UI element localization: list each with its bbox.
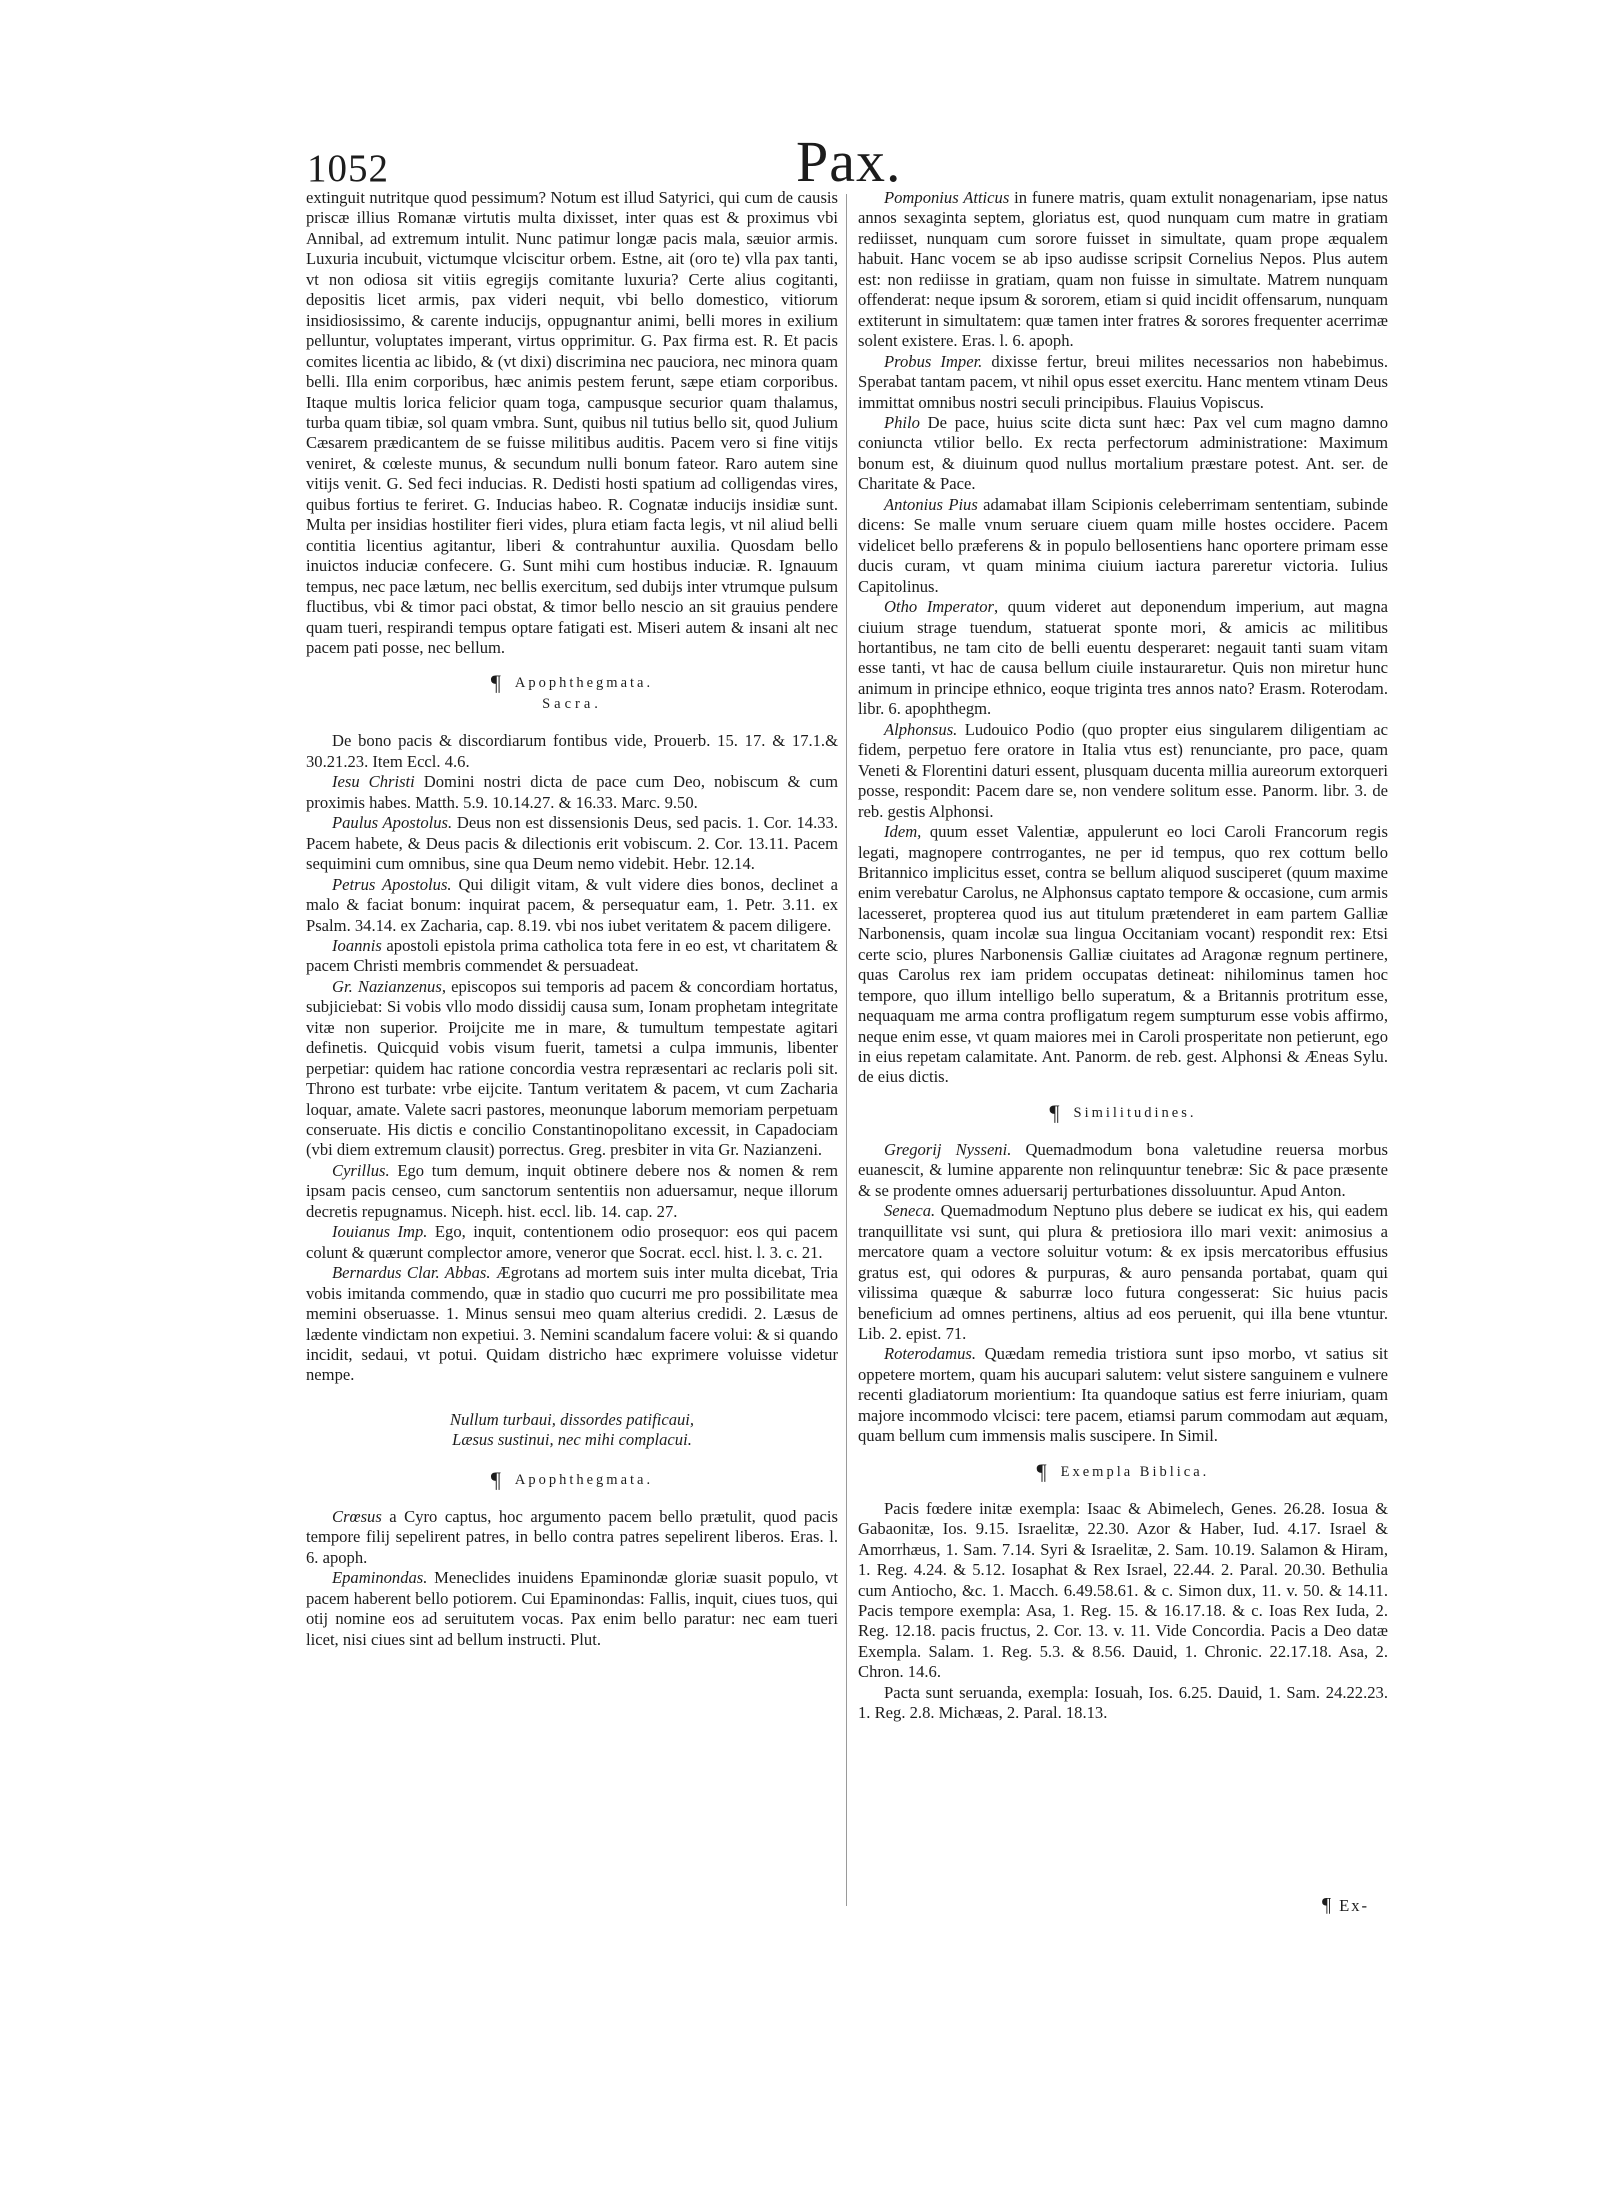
sacra-entries: [306, 731, 838, 1386]
entry-paragraph: [858, 1499, 1388, 1683]
section-heading-similitudines: [858, 1099, 1388, 1125]
entry-name: Pomponius Atticus: [884, 188, 1010, 207]
entry-paragraph: [306, 936, 838, 977]
entry-text: Deus non est dissensionis Deus, sed pacis. 1. Cor. 14.33. Pacem habete, & Deus pacis & dilectionis erit vobiscum. 2. Cor. 13.11. Pacem sequimini cum omnibus, sine qua Deum nemo videbit. Hebr. 12.14.: [306, 813, 838, 874]
entry-paragraph: [306, 1568, 838, 1650]
entry-text: Quædam remedia tristiora sunt ipso morbo, vt satius sit oppetere mortem, quam his aucupari salutem: velut sistere sanguinem e vulnere recenti gladiatorum morientium: Ita quandoque satius est ferre iniuriam, quam majore incommodo vlcisci: tere pacem, etiamsi parum commodam aut æquam, quam bellum cum immensis malis suscipere. In Simil.: [858, 1344, 1388, 1446]
section-heading-exempla: [858, 1458, 1388, 1484]
catchword: [1322, 1894, 1369, 1917]
entry-name: Idem,: [884, 822, 922, 842]
entry-name: Cyrillus.: [332, 1160, 390, 1180]
entry-text: Ægrotans ad mortem suis inter multa dicebat, Tria vobis imitanda commendo, quæ in stadio quo cucurri me pro possibilitate mea memini obseruasse. 1. Minus sensui meo quam alterius credidi. 2. Læsus de lædente vindictam non expetiui. 3. Nemini scandalum facere volui: & si quando incidit, sedaui, vt potui. Quidam districho hæc exprimere voluisse videtur nempe.: [306, 1263, 838, 1385]
entry-paragraph: [858, 413, 1388, 495]
entry-text: , episcopos sui temporis ad pacem & concordiam hortatus, subjiciebat: Si vobis vllo modo dissidij causa sum, Ionam prophetam integritate vitæ non superior. Proijcite me in mare, & tumultum tempestate agitari definetis. Quicquid vobis visum fuerit, tametsi a culpa immunis, libenter perpetiar: quidem hac ratione concordia vestra repræsentari ac reclaris poli sit. Throno est turbate: vrbe eijcite. Tantum veritatem & pacem, vt cum Zacharia loquar, amate. Valete sacri pastores, meonunque laborum memoriam perpetuam conseruate. His dictis e concilio Constantinopolitano excessit, in Capadociam (vbi diem extremum clausit) porrectus. Greg. presbiter in vita Gr. Nazianzeni.: [306, 976, 838, 1160]
heading-text: Apophthegmata.: [514, 1471, 654, 1488]
entry-text: Ludouico Podio (quo propter eius singularem diligentiam ac fidem, perpetuo fere oratore in Italia vtus est) renunciante, pro pace, quam Veneti & Florentini daturi essent, plusquam ducenta millia aureorum extorqueri posse, respondit: Pacem dare se, non vendere solitum esse. Panorm. libr. 3. de reb. gestis Alphonsi.: [858, 719, 1388, 821]
entry-name: Roterodamus.: [884, 1344, 977, 1364]
entry-name: Epaminondas.: [332, 1568, 428, 1588]
exempla-entries: [858, 1499, 1388, 1724]
entry-name: Bernardus Clar. Abbas.: [332, 1263, 491, 1283]
left-column: [306, 188, 838, 1650]
entry-text: Pacta sunt seruanda, exempla: Iosuah, Ios. 6.25. Dauid, 1. Sam. 24.22.23. 1. Reg. 2.8. Michæas, 2. Paral. 18.13.: [858, 1682, 1388, 1723]
verse-distich: [306, 1410, 838, 1451]
heading-subtext: Sacra.: [542, 696, 602, 713]
entry-text: Pacis fœdere initæ exempla: Isaac & Abimelech, Genes. 26.28. Iosua & Gabaonitæ, Ios. 9.15. Israelitæ, 22.30. Azor & Haber, Iud. 4.17. Israel & Amorrhæus, 1. Sam. 7.14. Syri & Israelitæ, 2. Sam. 10.19. Salamon & Hiram, 1. Reg. 4.24. & 5.12. Iosaphat & Rex Israel, 22.44. 2. Paral. 20.30. Bethulia cum Antiocho, &c. 1. Macch. 6.49.58.61. & c. Simon dux, 11. v. 50. & 14.11. Pacis tempore exempla: Asa, 1. Reg. 15. & 16.17.18. & c. Ioas Rex Iuda, 2. Reg. 12.18. pacis fructus, 2. Cor. 13. v. 11. Vide Concordia. Pacis a Deo datæ Exempla. Salam. 1. Reg. 5.3. & 8.56. Dauid, 1. Chronic. 22.17.18. Asa, 2. Chron. 14.6.: [858, 1498, 1388, 1682]
heading-text: Apophthegmata.: [514, 675, 654, 692]
apophthegmata-entries: [306, 1507, 838, 1650]
right-column: [858, 188, 1388, 1724]
entry-name: Philo: [884, 412, 920, 432]
entry-paragraph: [858, 720, 1388, 822]
catchword-text: Ex-: [1339, 1896, 1370, 1915]
entry-paragraph: [858, 1344, 1388, 1446]
entry-text: apostoli epistola prima catholica tota fere in eo est, vt charitatem & pacem Christi membris commendet & persuadeat.: [306, 935, 838, 976]
entry-paragraph: [858, 495, 1388, 597]
entry-name: Seneca.: [884, 1201, 936, 1221]
page-number: 1052: [307, 147, 389, 190]
entry-paragraph: [306, 977, 838, 1161]
entry-paragraph: [306, 731, 838, 772]
entry-name: Crœsus: [332, 1506, 382, 1526]
entry-paragraph: [306, 1263, 838, 1386]
entry-name: Probus Imper.: [884, 351, 983, 371]
section-heading-sacra: [306, 672, 838, 715]
running-head: Pax.: [796, 129, 902, 194]
entry-text: Meneclides inuidens Epaminondæ gloriæ suasit populo, vt pacem haberent bello potiorem. Cui Epaminondas: Fallis, inquit, ciues tuos, qui otij nomine eos ad seruitutem vocas. Pax enim bello paratur: nec eam tueri licet, nisi ciues sint ad bellum instructi. Plut.: [306, 1568, 838, 1649]
entry-paragraph: [306, 1222, 838, 1263]
pilcrow-icon: ¶: [1036, 1458, 1047, 1484]
column-rule: [846, 194, 847, 1906]
entry-name: Antonius Pius: [884, 494, 978, 514]
entry-text: Ego tum demum, inquit obtinere debere nos & nomen & rem ipsam pacis censeo, cum sanctorum sententiis non aduersamur, neque illorum decretis repugnamus. Niceph. hist. eccl. lib. 14. cap. 27.: [306, 1160, 838, 1221]
entry-paragraph: [858, 822, 1388, 1088]
entry-paragraph: [858, 1683, 1388, 1724]
entry-name: Alphonsus.: [884, 719, 958, 739]
entry-text: , quum videret aut deponendum imperium, aut magna ciuium strage tuendum, statuerat sponte mori, & amicis ac militibus hortantibus, ne tam cito de belli euentu desperaret: negauit tanti suam vitam esse tanti, vt hac de causa bellum ciuile instauraretur. Quis non miretur hunc animum in principe ethnico, eoque triginta tres annos nato? Erasm. Roterodam. libr. 6. apophthegm.: [858, 597, 1388, 719]
entry-paragraph: [858, 1201, 1388, 1344]
entry-text: Quemadmodum bona valetudine reuersa morbus euanescit, & lumine apparente non relinquuntur tenebræ: Sic & pace præsente & se prodente omnes aduersarij perturbationes dissoluuntur. Apud Anton.: [858, 1139, 1388, 1200]
entry-name: Iouianus Imp.: [332, 1222, 428, 1242]
pilcrow-icon: ¶: [1322, 1894, 1334, 1916]
verse-line: Læsus sustinui, nec mihi complacui.: [452, 1430, 692, 1450]
entry-paragraph: [858, 188, 1388, 352]
entry-paragraph: [306, 772, 838, 813]
section-heading-apophthegmata: [306, 1466, 838, 1492]
entry-name: Paulus Apostolus.: [332, 813, 453, 833]
entry-paragraph: [306, 875, 838, 936]
entry-paragraph: [306, 1161, 838, 1222]
entry-name: Otho Imperator: [884, 597, 995, 617]
entry-name: Gregorij Nysseni.: [884, 1139, 1012, 1159]
entry-text: Domini nostri dicta de pace cum Deo, nobiscum & cum proximis habes. Matth. 5.9. 10.14.27. & 16.33. Marc. 9.50.: [306, 772, 839, 812]
entry-text: dixisse fertur, breui milites necessarios non habebimus. Sperabat tantam pacem, vt nihil opus esset exercitu. Hanc mentem vtinam Deus immittat omnibus nostri seculi principibus. Flauius Vopiscus.: [858, 351, 1388, 412]
entry-text: quum esset Valentiæ, appulerunt eo loci Caroli Francorum regis legati, magnopere contrrogantes, ne per id tempus, quo rex cottum bello Britannico implicitus esset, contra se bellum aliquod susciperet (quum maxime enim verebatur Carolus, ne Alphonsus captato tempore & occasione, cum armis lacesseret, propterea quod ius aut titulum prætenderet in eam partem Galliæ Narbonensis, quam incolæ sua lingua Occitaniam vocant) respondit rex: Etsi certe scio, plures Narbonensis Galliæ ciuitates ad Aragonæ regnum pertinere, quas Carolus rex iam pridem occupatas detineat: nihilominus tamen hoc tempore, quo illum intelligo bello superatum, & a Britannis protritum esse, nequaquam me arma contra profligatum regem sumpturum esse vobis affirmo, neque enim esse, vt quam maiores mei in Caroli prosperitate non petierunt, ego in eius repetam calamitate. Ant. Panorm. de reb. gest. Alphonsi & Æneas Sylu. de eius dictis.: [858, 822, 1388, 1087]
entry-text: in funere matris, quam extulit nonagenariam, ipse natus annos sexaginta septem, gloriatus est, quod nunquam cum matre in gratiam rediisset, nunquam cum sorore fuisset in simultate, quam prope æqualem habuit. Hanc vocem se ab ipso audisse scripsit Cornelius Nepos. Plus autem est: non rediisse in gratiam, quam non fuisse in simultate. Matrem nunquam offenderat: neque ipsum & sororem, etiam si quid incidit offensarum, nunquam extiterunt in simultatem: quæ tamen inter fratres & sorores frequenter acerrimæ solent existere. Eras. l. 6. apoph.: [858, 188, 1388, 351]
entry-text: De bono pacis & discordiarum fontibus vide, Prouerb. 15. 17. & 17.1.& 30.21.23. Item Eccl. 4.6.: [306, 731, 838, 771]
heading-text: Similitudines.: [1073, 1104, 1197, 1121]
entry-paragraph: [858, 597, 1388, 720]
entry-name: Gr. Nazianzenus: [332, 976, 442, 996]
pilcrow-icon: ¶: [1049, 1099, 1060, 1125]
entry-paragraph: [306, 1507, 838, 1568]
entry-text: Qui diligit vitam, & vult videre dies bonos, declinet a malo & faciat bonum: inquirat pacem, & persequatur eam, 1. Petr. 3.11. ex Psalm. 34.14. ex Zacharia, cap. 8.19. vbi nos iubet veritatem & pacem diligere.: [306, 874, 838, 935]
similitudines-entries: [858, 1140, 1388, 1447]
entry-text: Ego, inquit, contentionem odio prosequor: eos qui pacem colunt & quærunt complector amore, veneror que Socrat. eccl. hist. l. 3. c. 21.: [306, 1222, 838, 1262]
intro-paragraph: extinguit nutritque quod pessimum? Notum est illud Satyrici, qui cum de causis priscæ illius Romanæ virtutis multa dixisset, inter quas est & proximus vbi Annibal, ad extremum intulit. Nunc patimur longæ pacis mala, sæuior armis. Luxuria incubuit, victumque vlciscitur orbem. Estne, ait (oro te) vlla pax tanti, vt non odiosa sit vitiis egregijs comitante luxuria? Certe alius cogitanti, depositis licet armis, pax videri nequit, vbi bello domestico, vitiorum insidiosissimo, & carente inducijs, oppugnantur animi, belli mores in exilium pelluntur, voluptates imperant, virtus opprimitur. G. Pax firma est. R. Et pacis comites licentia ac libido, & (vt dixi) discrimina nec pauciora, nec minora quam belli. Illa enim corporibus, hæc animis pestem ferunt, sæpe etiam corporibus. Itaque multis lorica felicior quam toga, campusque securior quam thalamus, turba quam tibiæ, sol quam vmbra. Sunt, quibus nil tutius bello sit, quod Julium Cæsarem prædicantem de se fuisse militibus auditis. Pacem vero si fine vitijs veniret, & cœleste munus, & secundum nulli bonum fateor. Raro autem sine vitijs venit. G. Sed feci inducias. R. Dedisti hosti spatium ad colligendas vires, quibus fortius te feriret. G. Inducias habeo. R. Cognatæ inducijs insidiæ sunt. Multa per insidias hostiliter fieri vides, plura etiam facta legis, vt nil aliud belli contitia licentius agitantur, liberi & contrahuntur auxilia. Quosdam bello inuictos induciæ confecere. G. Sunt mihi cum hostibus induciæ. R. Ignauum tempus, nec pace lætum, nec bellis exercitum, sed dubijs inter vtrumque pulsum fluctibus, vbi & timor paci obstat, & timor bello nescio an sit grauius pendere quam tueri, respirandi tempus optare fatigati est. Miseri autem & insani alt nec pacem pati posse, nec bellum.: [306, 188, 838, 657]
entry-text: a Cyro captus, hoc argumento pacem bello prætulit, quod pacis tempore filij sepelirent patres, in bello contra patres sepelirent liberos. Eras. l. 6. apoph.: [306, 1506, 838, 1567]
entry-text: Quemadmodum Neptuno plus debere se iudicat ex his, qui eadem tranquillitate vsi sunt, qui plura & pretiosiora illo mari vexit: animosius a mercatore quam a vectore soluitur votum: & ex ipsis mercatoribus effusius gratus est, qui odores & purpuras, & auro pensanda portabat, quam qui vilissima quæque & saburræ loco futura congesserat: Sic huius pacis beneficium ad omnes pertinens, altius ad eos peruenit, qui illa bene vtuntur. Lib. 2. epist. 71.: [858, 1201, 1388, 1344]
entry-paragraph: [858, 352, 1388, 413]
verse-line: Nullum turbaui, dissordes patificaui,: [449, 1409, 695, 1429]
entry-text: De pace, huius scite dicta sunt hæc: Pax vel cum magno damno coniuncta vtilior bello. Ex recta perfectorum administratione: Maximum bonum est, & diuinum quod nullus mortalium præstare potest. Ant. ser. de Charitate & Pace.: [858, 412, 1388, 494]
entry-text: adamabat illam Scipionis celeberrimam sententiam, subinde dicens: Se malle vnum seruare ciuem quam mille hostes occidere. Pacem videlicet bello præferens & in populo bellosentiens hanc oportere primam esse ducis curam, vt quam minima ciuium iactura pareretur victoria. Iulius Capitolinus.: [858, 494, 1389, 596]
entry-name: Iesu Christi: [332, 772, 415, 792]
entry-name: Petrus Apostolus.: [332, 874, 452, 894]
heading-text: Exempla Biblica.: [1060, 1463, 1210, 1480]
pilcrow-icon: ¶: [490, 1466, 501, 1492]
entry-name: Ioannis: [332, 935, 382, 955]
pilcrow-icon: ¶: [490, 670, 501, 696]
apophthegmata-continued: [858, 188, 1388, 1088]
entry-paragraph: [858, 1140, 1388, 1201]
entry-paragraph: [306, 813, 838, 874]
